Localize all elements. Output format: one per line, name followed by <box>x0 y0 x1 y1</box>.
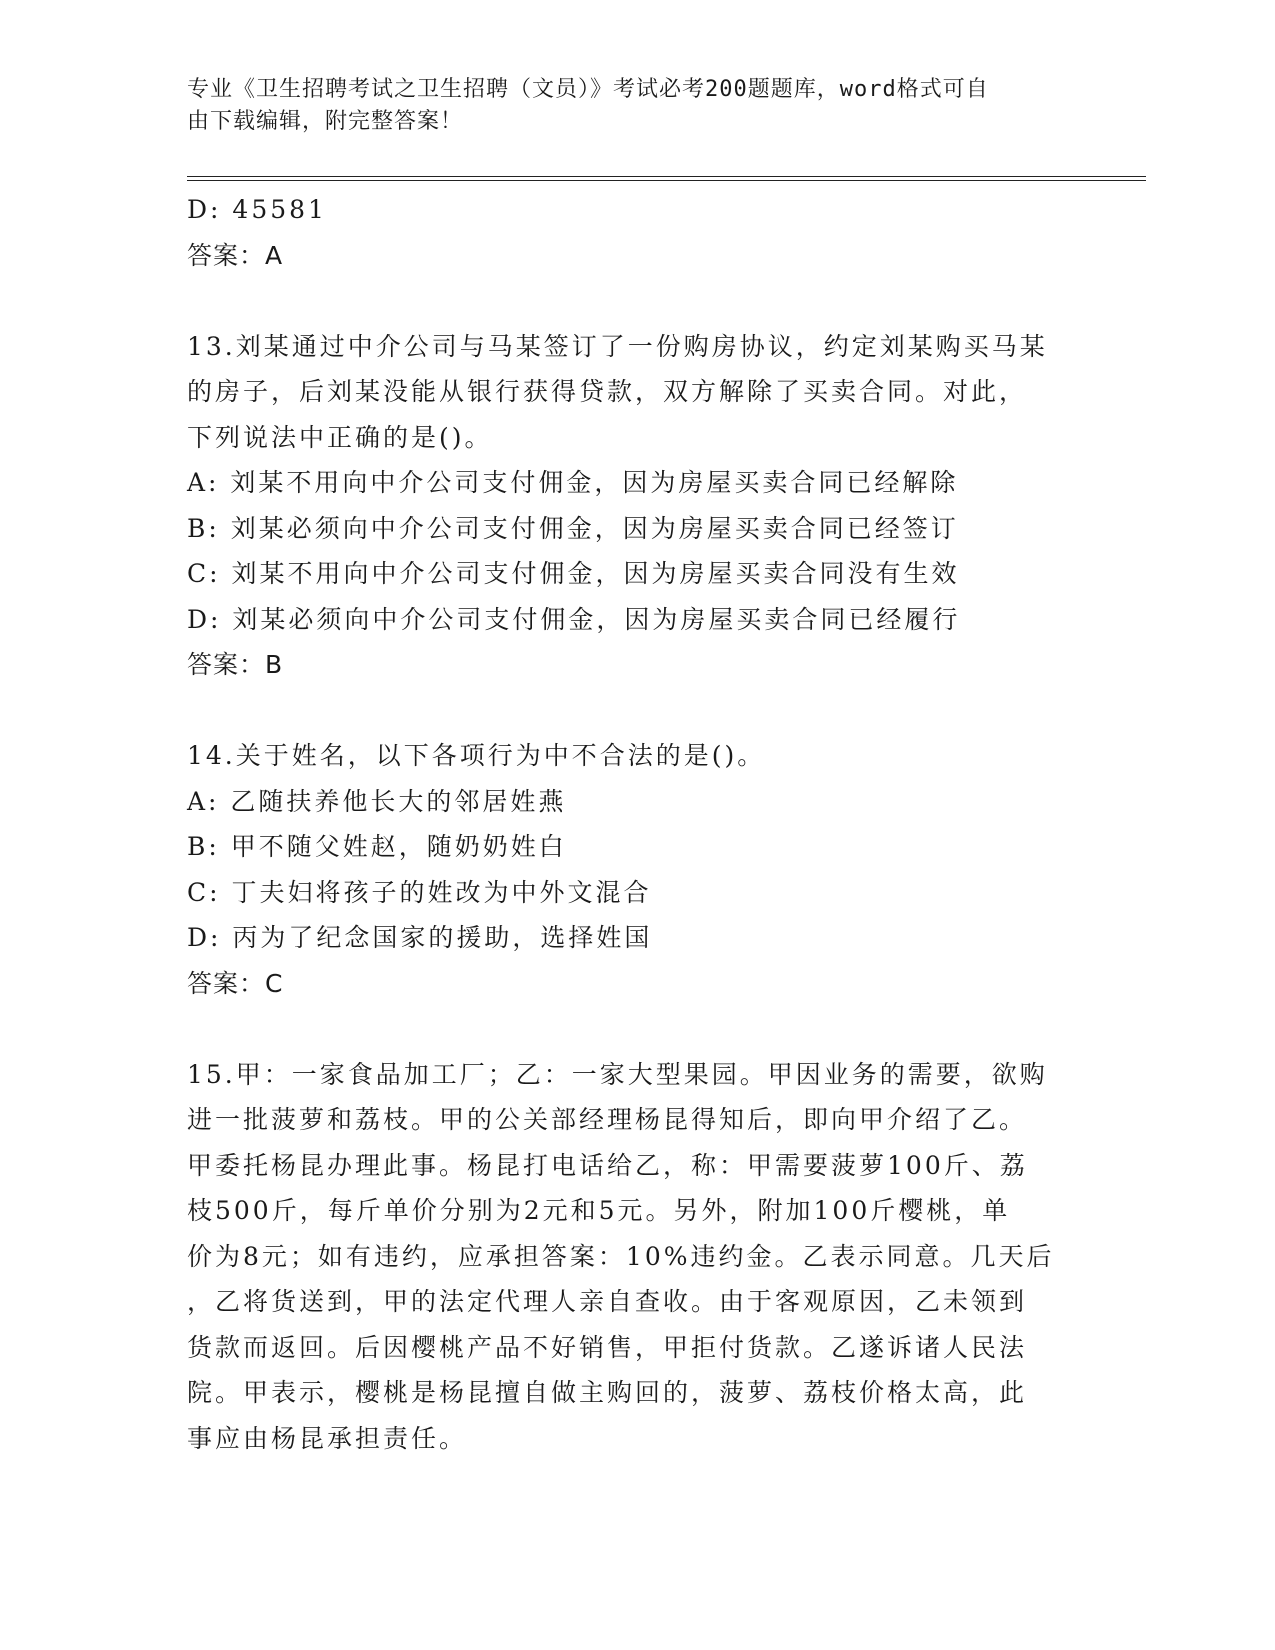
header-line-2: 由下载编辑，附完整答案！ <box>187 109 464 134</box>
spacer <box>187 688 1087 734</box>
question-stem: 事应由杨昆承担责任。 <box>187 1423 468 1453</box>
question-stem: 进一批菠萝和荔枝。甲的公关部经理杨昆得知后，即向甲介绍了乙。 <box>187 1105 1028 1134</box>
question-15 <box>187 1052 1087 1462</box>
question-stem: 甲委托杨昆办理此事。杨昆打电话给乙，称：甲需要菠萝100斤、荔 <box>187 1150 1028 1180</box>
spacer <box>187 1006 1087 1052</box>
question-stem: 14.关于姓名，以下各项行为中不合法的是()。 <box>187 741 766 770</box>
previous-question-tail <box>187 187 1087 278</box>
question-stem: 价为8元；如有违约，应承担答案：10%违约金。乙表示同意。几天后 <box>187 1241 1055 1271</box>
answer-label: 答案：C <box>187 968 284 998</box>
question-stem: 枝500斤，每斤单价分别为2元和5元。另外，附加100斤樱桃，单 <box>187 1196 1011 1225</box>
option-d: D: 45581 <box>187 195 327 224</box>
option-b: B: 刘某必须向中介公司支付佣金，因为房屋买卖合同已经签订 <box>187 513 959 543</box>
option-a: A: 刘某不用向中介公司支付佣金，因为房屋买卖合同已经解除 <box>187 468 959 497</box>
header-divider <box>187 176 1146 181</box>
option-c: C: 刘某不用向中介公司支付佣金，因为房屋买卖合同没有生效 <box>187 559 960 588</box>
option-d: D: 刘某必须向中介公司支付佣金，因为房屋买卖合同已经履行 <box>187 604 961 634</box>
option-b: B: 甲不随父姓赵，随奶奶姓白 <box>187 832 567 861</box>
question-13 <box>187 324 1087 688</box>
question-stem: 的房子，后刘某没能从银行获得贷款，双方解除了买卖合同。对此， <box>187 377 1028 406</box>
option-c: C: 丁夫妇将孩子的姓改为中外文混合 <box>187 877 652 907</box>
question-stem: 下列说法中正确的是()。 <box>187 422 493 452</box>
option-a: A: 乙随扶养他长大的邻居姓燕 <box>187 786 567 816</box>
question-content <box>187 187 1087 1461</box>
question-stem: ，乙将货送到，甲的法定代理人亲自查收。由于客观原因，乙未领到 <box>187 1287 1028 1316</box>
spacer <box>187 278 1087 324</box>
option-d: D: 丙为了纪念国家的援助，选择姓国 <box>187 923 653 952</box>
page-header <box>187 74 1067 138</box>
answer-label: 答案：B <box>187 650 284 679</box>
question-stem: 货款而返回。后因樱桃产品不好销售，甲拒付货款。乙遂诉诸人民法 <box>187 1332 1028 1362</box>
question-stem: 13.刘某通过中介公司与马某签订了一份购房协议，约定刘某购买马某 <box>187 331 1048 361</box>
header-line-1: 专业《卫生招聘考试之卫生招聘（文员）》考试必考200题题库，word格式可自 <box>187 77 989 102</box>
question-stem: 院。甲表示，樱桃是杨昆擅自做主购回的，菠萝、荔枝价格太高，此 <box>187 1378 1028 1407</box>
answer-label: 答案：A <box>187 240 284 270</box>
question-14 <box>187 733 1087 1006</box>
question-stem: 15.甲：一家食品加工厂；乙：一家大型果园。甲因业务的需要，欲购 <box>187 1059 1048 1089</box>
